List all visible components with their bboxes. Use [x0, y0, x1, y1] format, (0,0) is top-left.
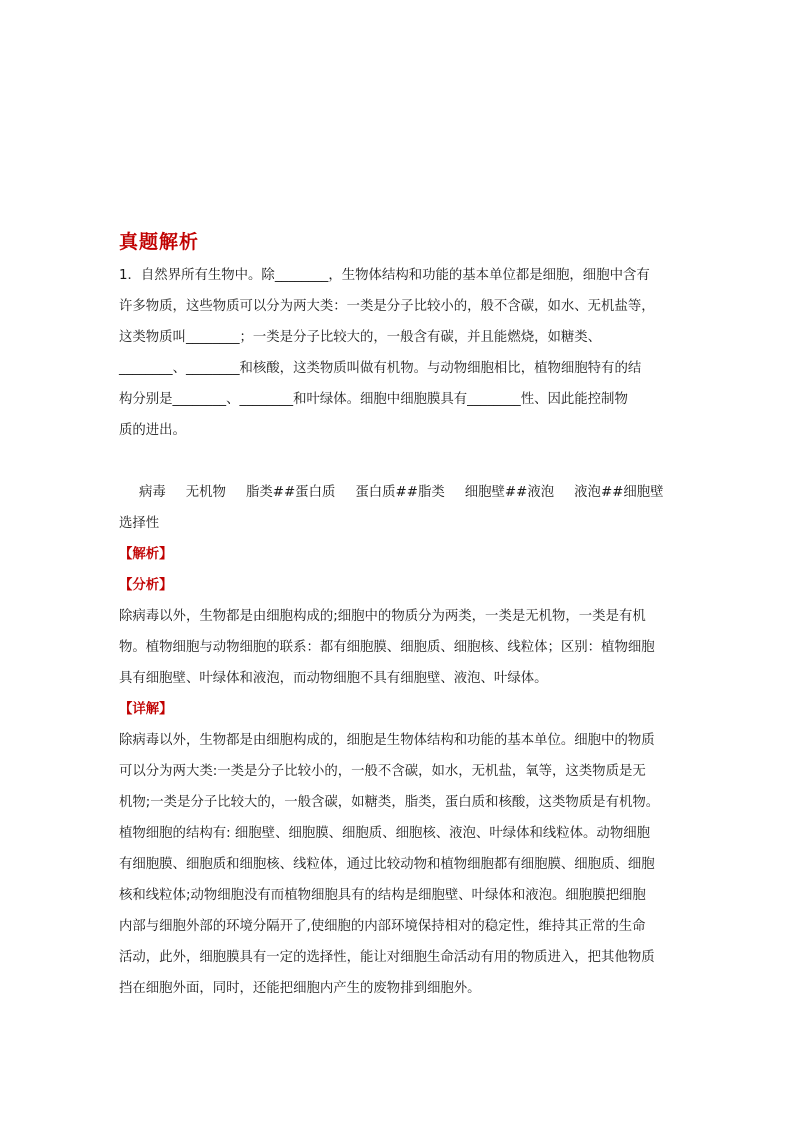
analysis-line-3: 具有细胞壁、叶绿体和液泡，而动物细胞不具有细胞壁、液泡、叶绿体。	[119, 671, 548, 686]
answer-6: 液泡##细胞壁	[574, 485, 664, 500]
detail-line-1: 除病毒以外，生物都是由细胞构成的，细胞是生物体结构和功能的基本单位。细胞中的物质	[119, 733, 655, 748]
detail-line-5: 有细胞膜、细胞质和细胞核、线粒体，通过比较动物和植物细胞都有细胞膜、细胞质、细胞	[119, 857, 655, 872]
question-line-1: 1．自然界所有生物中。除________，生物体结构和功能的基本单位都是细胞，细胞中含有	[119, 268, 650, 283]
question-line-3: 这类物质叫________；一类是分子比较大的，一般含有碳，并且能燃烧，如糖类、	[119, 330, 602, 345]
detail-line-2: 可以分为两大类:一类是分子比较小的，一般不含碳，如水，无机盐，氧等，这类物质是无	[119, 764, 646, 779]
spacer	[119, 446, 684, 477]
analysis-line-2: 物。植物细胞与动物细胞的联系：都有细胞膜、细胞质、细胞核、线粒体；区别：植物细胞	[119, 640, 655, 655]
analysis-line-1: 除病毒以外，生物都是由细胞构成的;细胞中的物质分为两类，一类是无机物，一类是有机	[119, 609, 646, 624]
question-line-2: 许多物质，这些物质可以分为两大类：一类是分子比较小的，般不含碳，如水、无机盐等，	[119, 299, 655, 314]
detail-line-4: 植物细胞的结构有: 细胞壁、细胞膜、细胞质、细胞核、液泡、叶绿体和线粒体。动物细胞	[119, 826, 650, 841]
answer-1: 病毒	[139, 485, 166, 500]
tag-jiexi: 【解析】	[119, 547, 173, 562]
analysis-paragraph	[119, 601, 684, 694]
question-line-6: 质的进出。	[119, 423, 186, 438]
detail-paragraph	[119, 725, 684, 1004]
detail-line-3: 机物;一类是分子比较大的，一般含碳，如糖类，脂类，蛋白质和核酸，这类物质是有机物。	[119, 795, 660, 810]
question-line-5: 构分别是________、________和叶绿体。细胞中细胞膜具有________性、因此能控制物	[119, 392, 628, 407]
answer-row	[119, 477, 684, 508]
answer-3: 脂类##蛋白质	[245, 485, 336, 500]
tag-fenxi: 【分析】	[119, 578, 173, 593]
detail-line-9: 挡在细胞外面，同时，还能把细胞内产生的废物排到细胞外。	[119, 981, 481, 996]
question-paragraph	[119, 260, 684, 446]
document-page	[119, 228, 684, 1004]
answer-7: 选择性	[119, 516, 160, 531]
answer-4: 蛋白质##脂类	[355, 485, 445, 500]
detail-line-7: 内部与细胞外部的环境分隔开了,使细胞的内部环境保持相对的稳定性，维持其正常的生命	[119, 919, 646, 934]
detail-line-8: 活动，此外，细胞膜具有一定的选择性，能让对细胞生命活动有用的物质进入，把其他物质	[119, 950, 655, 965]
tag-xiangjie: 【详解】	[119, 702, 173, 717]
question-line-4: ________、________和核酸，这类物质叫做有机物。与动物细胞相比，植物细胞特有的结	[119, 361, 642, 376]
answer-2: 无机物	[185, 485, 226, 500]
answer-5: 细胞壁##液泡	[464, 485, 555, 500]
detail-line-6: 核和线粒体;动物细胞没有而植物细胞具有的结构是细胞壁、叶绿体和液泡。细胞膜把细胞	[119, 888, 646, 903]
section-title: 真题解析	[119, 231, 200, 253]
